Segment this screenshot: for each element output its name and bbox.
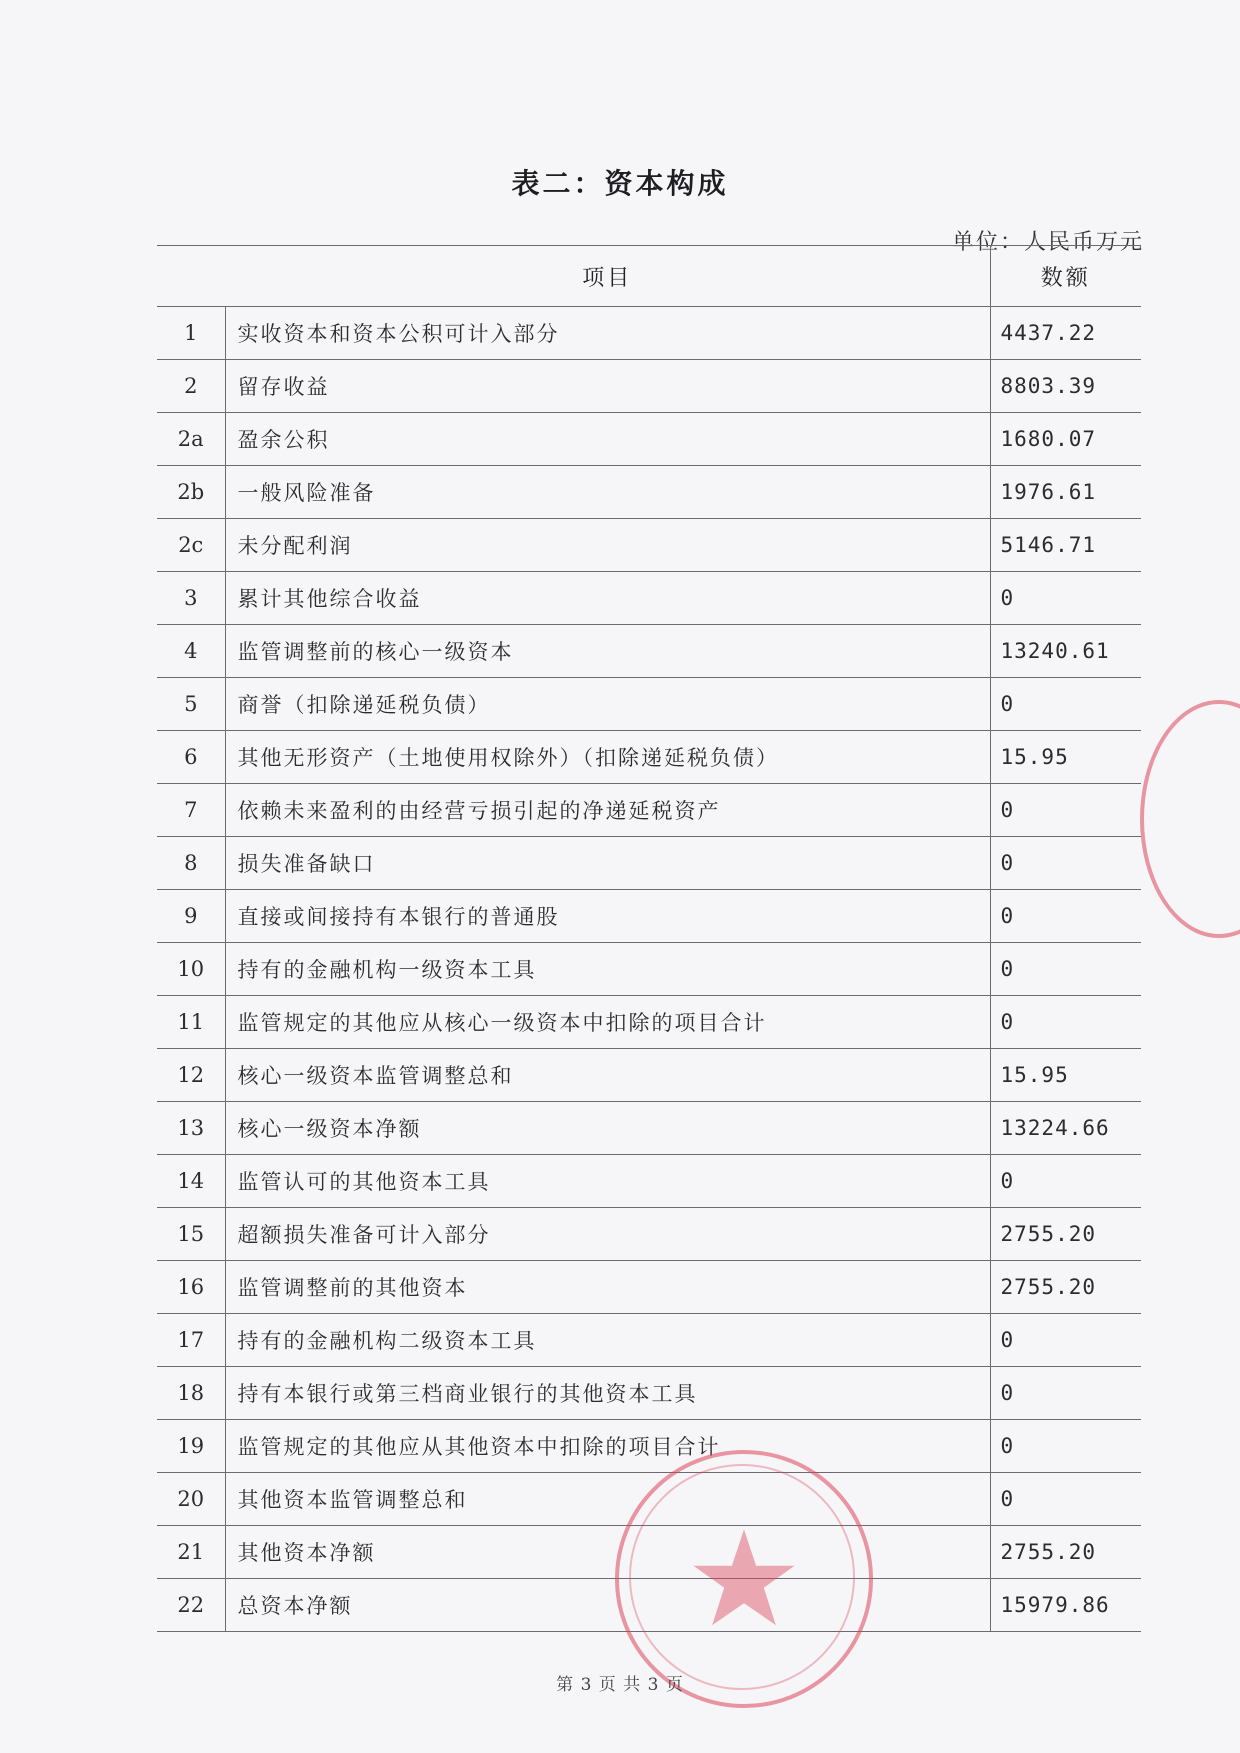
table-row <box>157 413 1141 466</box>
row-value: 2755.20 <box>990 1526 1141 1579</box>
row-value: 5146.71 <box>990 519 1141 572</box>
header-number <box>157 246 225 307</box>
row-value: 4437.22 <box>990 307 1141 360</box>
row-number: 22 <box>157 1579 225 1632</box>
row-item-label: 直接或间接持有本银行的普通股 <box>225 890 990 943</box>
row-value: 0 <box>990 1314 1141 1367</box>
row-value: 13240.61 <box>990 625 1141 678</box>
row-item-label: 商誉（扣除递延税负债） <box>225 678 990 731</box>
table-row <box>157 678 1141 731</box>
table-row <box>157 1049 1141 1102</box>
row-item-label: 留存收益 <box>225 360 990 413</box>
row-number: 20 <box>157 1473 225 1526</box>
table-row <box>157 1208 1141 1261</box>
row-item-label: 监管调整前的其他资本 <box>225 1261 990 1314</box>
row-item-label: 其他资本净额 <box>225 1526 990 1579</box>
row-number: 17 <box>157 1314 225 1367</box>
row-value: 2755.20 <box>990 1208 1141 1261</box>
table-body <box>157 307 1141 1632</box>
row-value: 8803.39 <box>990 360 1141 413</box>
page-footer: 第 3 页 共 3 页 <box>556 1675 684 1695</box>
row-number: 2a <box>157 413 225 466</box>
table-row <box>157 943 1141 996</box>
row-item-label: 核心一级资本净额 <box>225 1102 990 1155</box>
row-value: 0 <box>990 996 1141 1049</box>
table-row <box>157 519 1141 572</box>
row-item-label: 累计其他综合收益 <box>225 572 990 625</box>
seal-star-icon <box>689 1524 799 1634</box>
row-value: 0 <box>990 890 1141 943</box>
row-item-label: 盈余公积 <box>225 413 990 466</box>
row-item-label: 实收资本和资本公积可计入部分 <box>225 307 990 360</box>
row-value: 15.95 <box>990 1049 1141 1102</box>
row-number: 8 <box>157 837 225 890</box>
table-row <box>157 784 1141 837</box>
row-number: 14 <box>157 1155 225 1208</box>
row-number: 6 <box>157 731 225 784</box>
table-row <box>157 731 1141 784</box>
table-row <box>157 996 1141 1049</box>
row-number: 11 <box>157 996 225 1049</box>
bank-seal-partial <box>1140 700 1240 938</box>
row-number: 1 <box>157 307 225 360</box>
row-number: 4 <box>157 625 225 678</box>
row-item-label: 监管规定的其他应从核心一级资本中扣除的项目合计 <box>225 996 990 1049</box>
row-value: 0 <box>990 1473 1141 1526</box>
row-number: 16 <box>157 1261 225 1314</box>
row-value: 15979.86 <box>990 1579 1141 1632</box>
row-number: 10 <box>157 943 225 996</box>
row-value: 0 <box>990 572 1141 625</box>
header-item: 项目 <box>225 246 990 307</box>
table-row <box>157 1420 1141 1473</box>
header-value: 数额 <box>990 246 1141 307</box>
row-item-label: 核心一级资本监管调整总和 <box>225 1049 990 1102</box>
row-value: 0 <box>990 1155 1141 1208</box>
row-number: 13 <box>157 1102 225 1155</box>
row-item-label: 其他无形资产（土地使用权除外）（扣除递延税负债） <box>225 731 990 784</box>
table-row <box>157 360 1141 413</box>
table-row <box>157 625 1141 678</box>
row-number: 18 <box>157 1367 225 1420</box>
table-row <box>157 890 1141 943</box>
table-row <box>157 307 1141 360</box>
row-value: 13224.66 <box>990 1102 1141 1155</box>
row-item-label: 依赖未来盈利的由经营亏损引起的净递延税资产 <box>225 784 990 837</box>
row-value: 0 <box>990 1367 1141 1420</box>
row-number: 2 <box>157 360 225 413</box>
row-number: 5 <box>157 678 225 731</box>
row-number: 15 <box>157 1208 225 1261</box>
row-value: 0 <box>990 837 1141 890</box>
row-item-label: 未分配利润 <box>225 519 990 572</box>
row-value: 15.95 <box>990 731 1141 784</box>
table-header-row <box>157 246 1141 307</box>
row-item-label: 超额损失准备可计入部分 <box>225 1208 990 1261</box>
row-number: 21 <box>157 1526 225 1579</box>
row-item-label: 其他资本监管调整总和 <box>225 1473 990 1526</box>
table-row <box>157 572 1141 625</box>
row-number: 19 <box>157 1420 225 1473</box>
table-row <box>157 1261 1141 1314</box>
row-item-label: 监管规定的其他应从其他资本中扣除的项目合计 <box>225 1420 990 1473</box>
row-number: 9 <box>157 890 225 943</box>
row-item-label: 持有本银行或第三档商业银行的其他资本工具 <box>225 1367 990 1420</box>
row-item-label: 一般风险准备 <box>225 466 990 519</box>
row-value: 2755.20 <box>990 1261 1141 1314</box>
row-number: 12 <box>157 1049 225 1102</box>
table-row <box>157 466 1141 519</box>
table-row <box>157 1367 1141 1420</box>
row-item-label: 监管调整前的核心一级资本 <box>225 625 990 678</box>
row-item-label: 损失准备缺口 <box>225 837 990 890</box>
row-number: 2c <box>157 519 225 572</box>
row-item-label: 监管认可的其他资本工具 <box>225 1155 990 1208</box>
row-value: 1976.61 <box>990 466 1141 519</box>
table-row <box>157 1314 1141 1367</box>
unit-label: 单位：人民币万元 <box>951 230 1144 255</box>
row-value: 0 <box>990 1420 1141 1473</box>
row-number: 7 <box>157 784 225 837</box>
row-value: 0 <box>990 943 1141 996</box>
row-value: 1680.07 <box>990 413 1141 466</box>
row-item-label: 持有的金融机构二级资本工具 <box>225 1314 990 1367</box>
table-row <box>157 1155 1141 1208</box>
row-number: 2b <box>157 466 225 519</box>
table-row <box>157 837 1141 890</box>
capital-composition-table <box>157 245 1141 1632</box>
row-value: 0 <box>990 678 1141 731</box>
table-row <box>157 1102 1141 1155</box>
row-item-label: 持有的金融机构一级资本工具 <box>225 943 990 996</box>
row-value: 0 <box>990 784 1141 837</box>
row-number: 3 <box>157 572 225 625</box>
page-title: 表二：资本构成 <box>511 167 729 200</box>
row-item-label: 总资本净额 <box>225 1579 990 1632</box>
